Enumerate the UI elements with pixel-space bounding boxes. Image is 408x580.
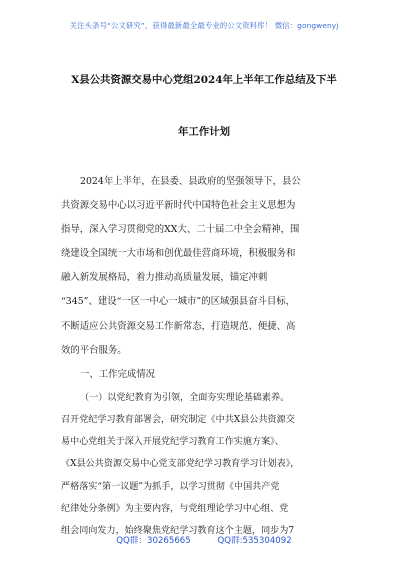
footer-contact: [0, 534, 408, 546]
intro-line: 效的平台服务。: [61, 344, 127, 356]
intro-line: 不断适应公共资源交易工作新常态，打造规范、便捷、高: [61, 320, 296, 332]
intro-line: “345”、建设“一区一中心一城市”的区域强县奋斗目标，: [61, 296, 295, 308]
footer-qq-group-1: QQ群：30265665: [116, 536, 191, 546]
section-line: 严格落实“第一议题”为抓手，以学习贯彻《中国共产党: [61, 481, 280, 492]
document-title-line-1: X县公共资源交易中心党组2024年上半年工作总结及下半: [71, 74, 337, 86]
intro-line: 2024年上半年，在县委、县政府的坚强领导下，县公: [80, 176, 301, 187]
section-line: 易中心党组关于深入开展党纪学习教育工作实施方案》、: [61, 437, 284, 448]
intro-line: 指导，深入学习贯彻党的XX大、二十届二中全会精神，围: [61, 224, 300, 236]
section-line: 召开党纪学习教育部署会，研究制定《中共X县公共资源交: [61, 415, 295, 426]
footer-qq-group-2: QQ群:535304092: [217, 536, 292, 546]
section-line: （一）以党纪教育为引领，全面夯实理论基础素养。: [80, 392, 290, 403]
top-banner: 关注头条号“公文研究”，获得最新最全最专业的公文资料库！ 微信：gongwenyj: [69, 21, 339, 30]
intro-line: 共资源交易中心以习近平新时代中国特色社会主义思想为: [61, 200, 296, 212]
intro-line: 融入新发展格局，着力推动高质量发展，锚定冲刺: [61, 272, 268, 284]
section-heading: 一、工作完成情况: [80, 368, 156, 380]
document-title-line-2: 年工作计划: [178, 126, 230, 138]
section-line: 《X县公共资源交易中心党支部党纪学习教育学习计划表》，: [61, 459, 300, 470]
section-line: 组会同向发力，始终聚焦党纪学习教育这个主题，同步为7: [61, 525, 295, 536]
intro-line: 绕建设全国统一大市场和创优最佳营商环境，积极服务和: [61, 248, 296, 260]
section-line: 纪律处分条例》为主要内容，与党组理论学习中心组、党: [61, 503, 289, 514]
document-body: [61, 170, 347, 542]
